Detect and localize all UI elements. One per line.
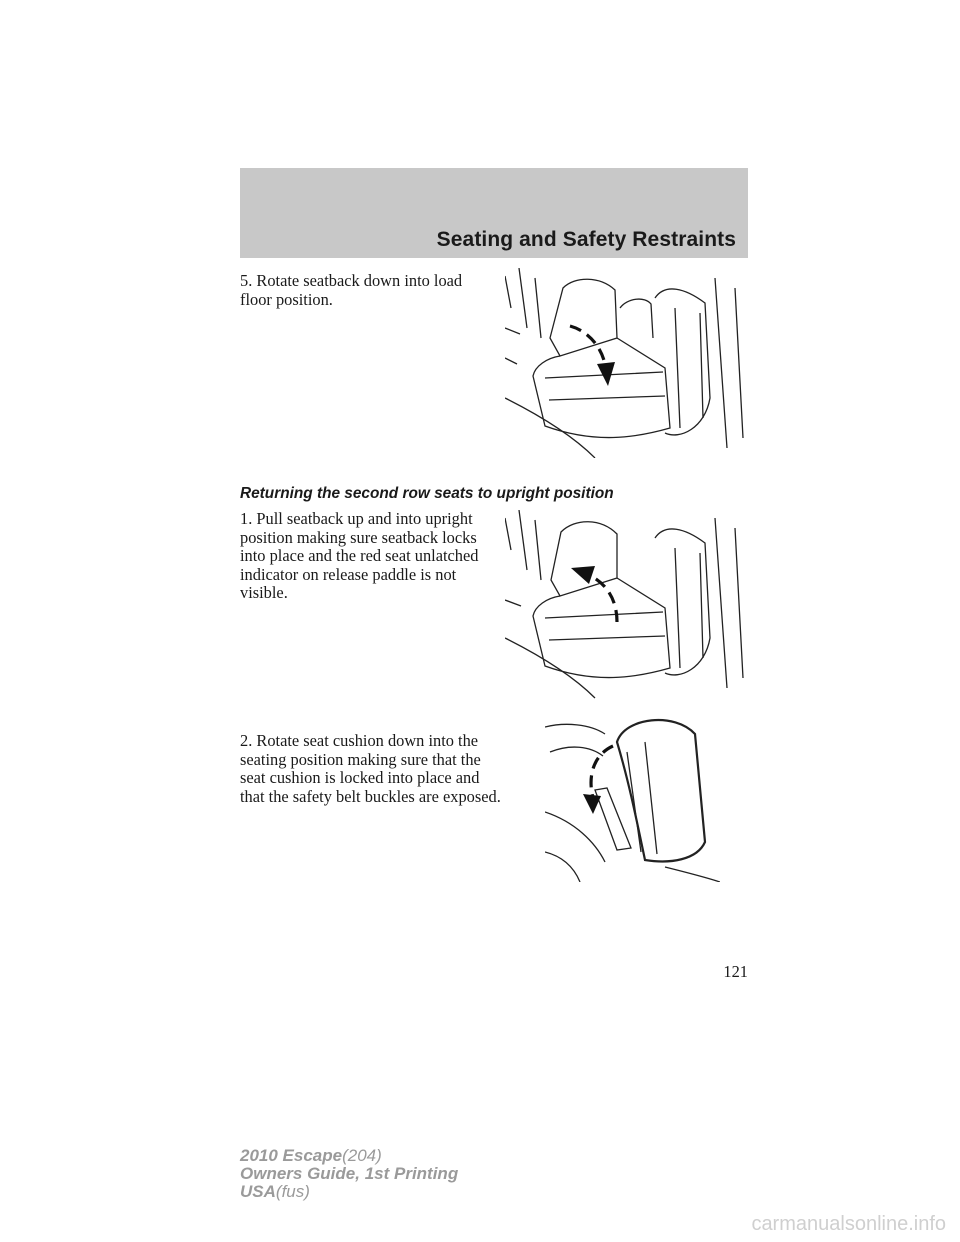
- footer-model-code: (204): [342, 1146, 382, 1165]
- step-1-text: 1. Pull seatback up and into upright position making sure seatback locks into place and the red seat unlatched indicator on release paddle is not visible.: [240, 509, 479, 603]
- footer-market: USA: [240, 1182, 276, 1201]
- step-2-text: 2. Rotate seat cushion down into the seating position making sure that the seat cushion is locked into place and that the safety belt buckles are exposed.: [240, 731, 501, 806]
- print-footer: [240, 1147, 458, 1201]
- footer-model: 2010 Escape: [240, 1146, 343, 1165]
- seat-cushion-rotate-illustration: [545, 712, 720, 882]
- section-title: Seating and Safety Restraints: [436, 228, 736, 251]
- seatback-fold-down-illustration: [505, 268, 750, 458]
- site-watermark: carmanualsonline.info: [751, 1213, 946, 1235]
- footer-market-code: (fus): [275, 1182, 310, 1201]
- section-subheading: Returning the second row seats to upright position: [240, 485, 614, 502]
- footer-printing: Owners Guide, 1st Printing: [240, 1164, 459, 1183]
- step-5-text: 5. Rotate seatback down into load floor position.: [240, 271, 463, 309]
- page-number: 121: [723, 962, 748, 981]
- seatback-upright-illustration: [505, 510, 750, 700]
- section-header-band: [240, 168, 748, 258]
